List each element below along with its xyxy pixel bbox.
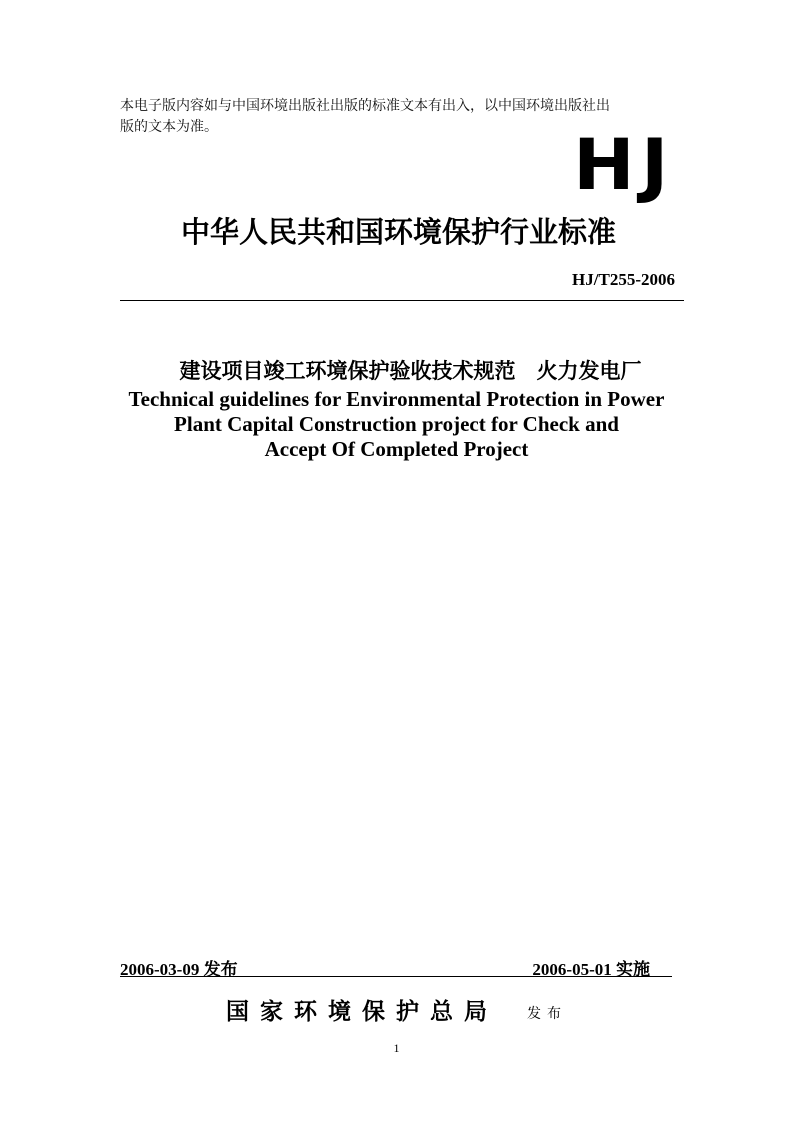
standard-code: HJ/T255-2006 [572,270,675,289]
notice-line-1: 本电子版内容如与中国环境出版社出版的标准文本有出入，以中国环境出版社出 [120,98,610,114]
issuing-authority-suffix: 发布 [527,1006,567,1022]
issue-date-value: 2006-03-09 [120,960,200,979]
standard-category-title: 中华人民共和国环境保护行业标准 [180,215,616,249]
notice-line-2: 版的文本为准。 [120,119,218,135]
english-title-line-1: Technical guidelines for Environmental Protection in Power [128,387,665,411]
issue-label: 发布 [203,960,238,980]
english-title-line-3: Accept Of Completed Project [264,437,529,461]
english-title-line-2: Plant Capital Construction project for Check and [174,412,619,436]
page-number: 1 [393,1041,400,1055]
chinese-title: 建设项目竣工环境保护验收技术规范 火力发电厂 [179,359,642,383]
implementation-label: 实施 [616,960,650,980]
issuing-authority: 国家环境保护总局 [226,999,498,1025]
english-title [110,387,683,462]
bottom-divider [120,976,672,977]
implementation-date-value: 2006-05-01 [532,960,612,979]
top-divider [120,300,684,301]
hj-logo: HJ [573,124,675,206]
